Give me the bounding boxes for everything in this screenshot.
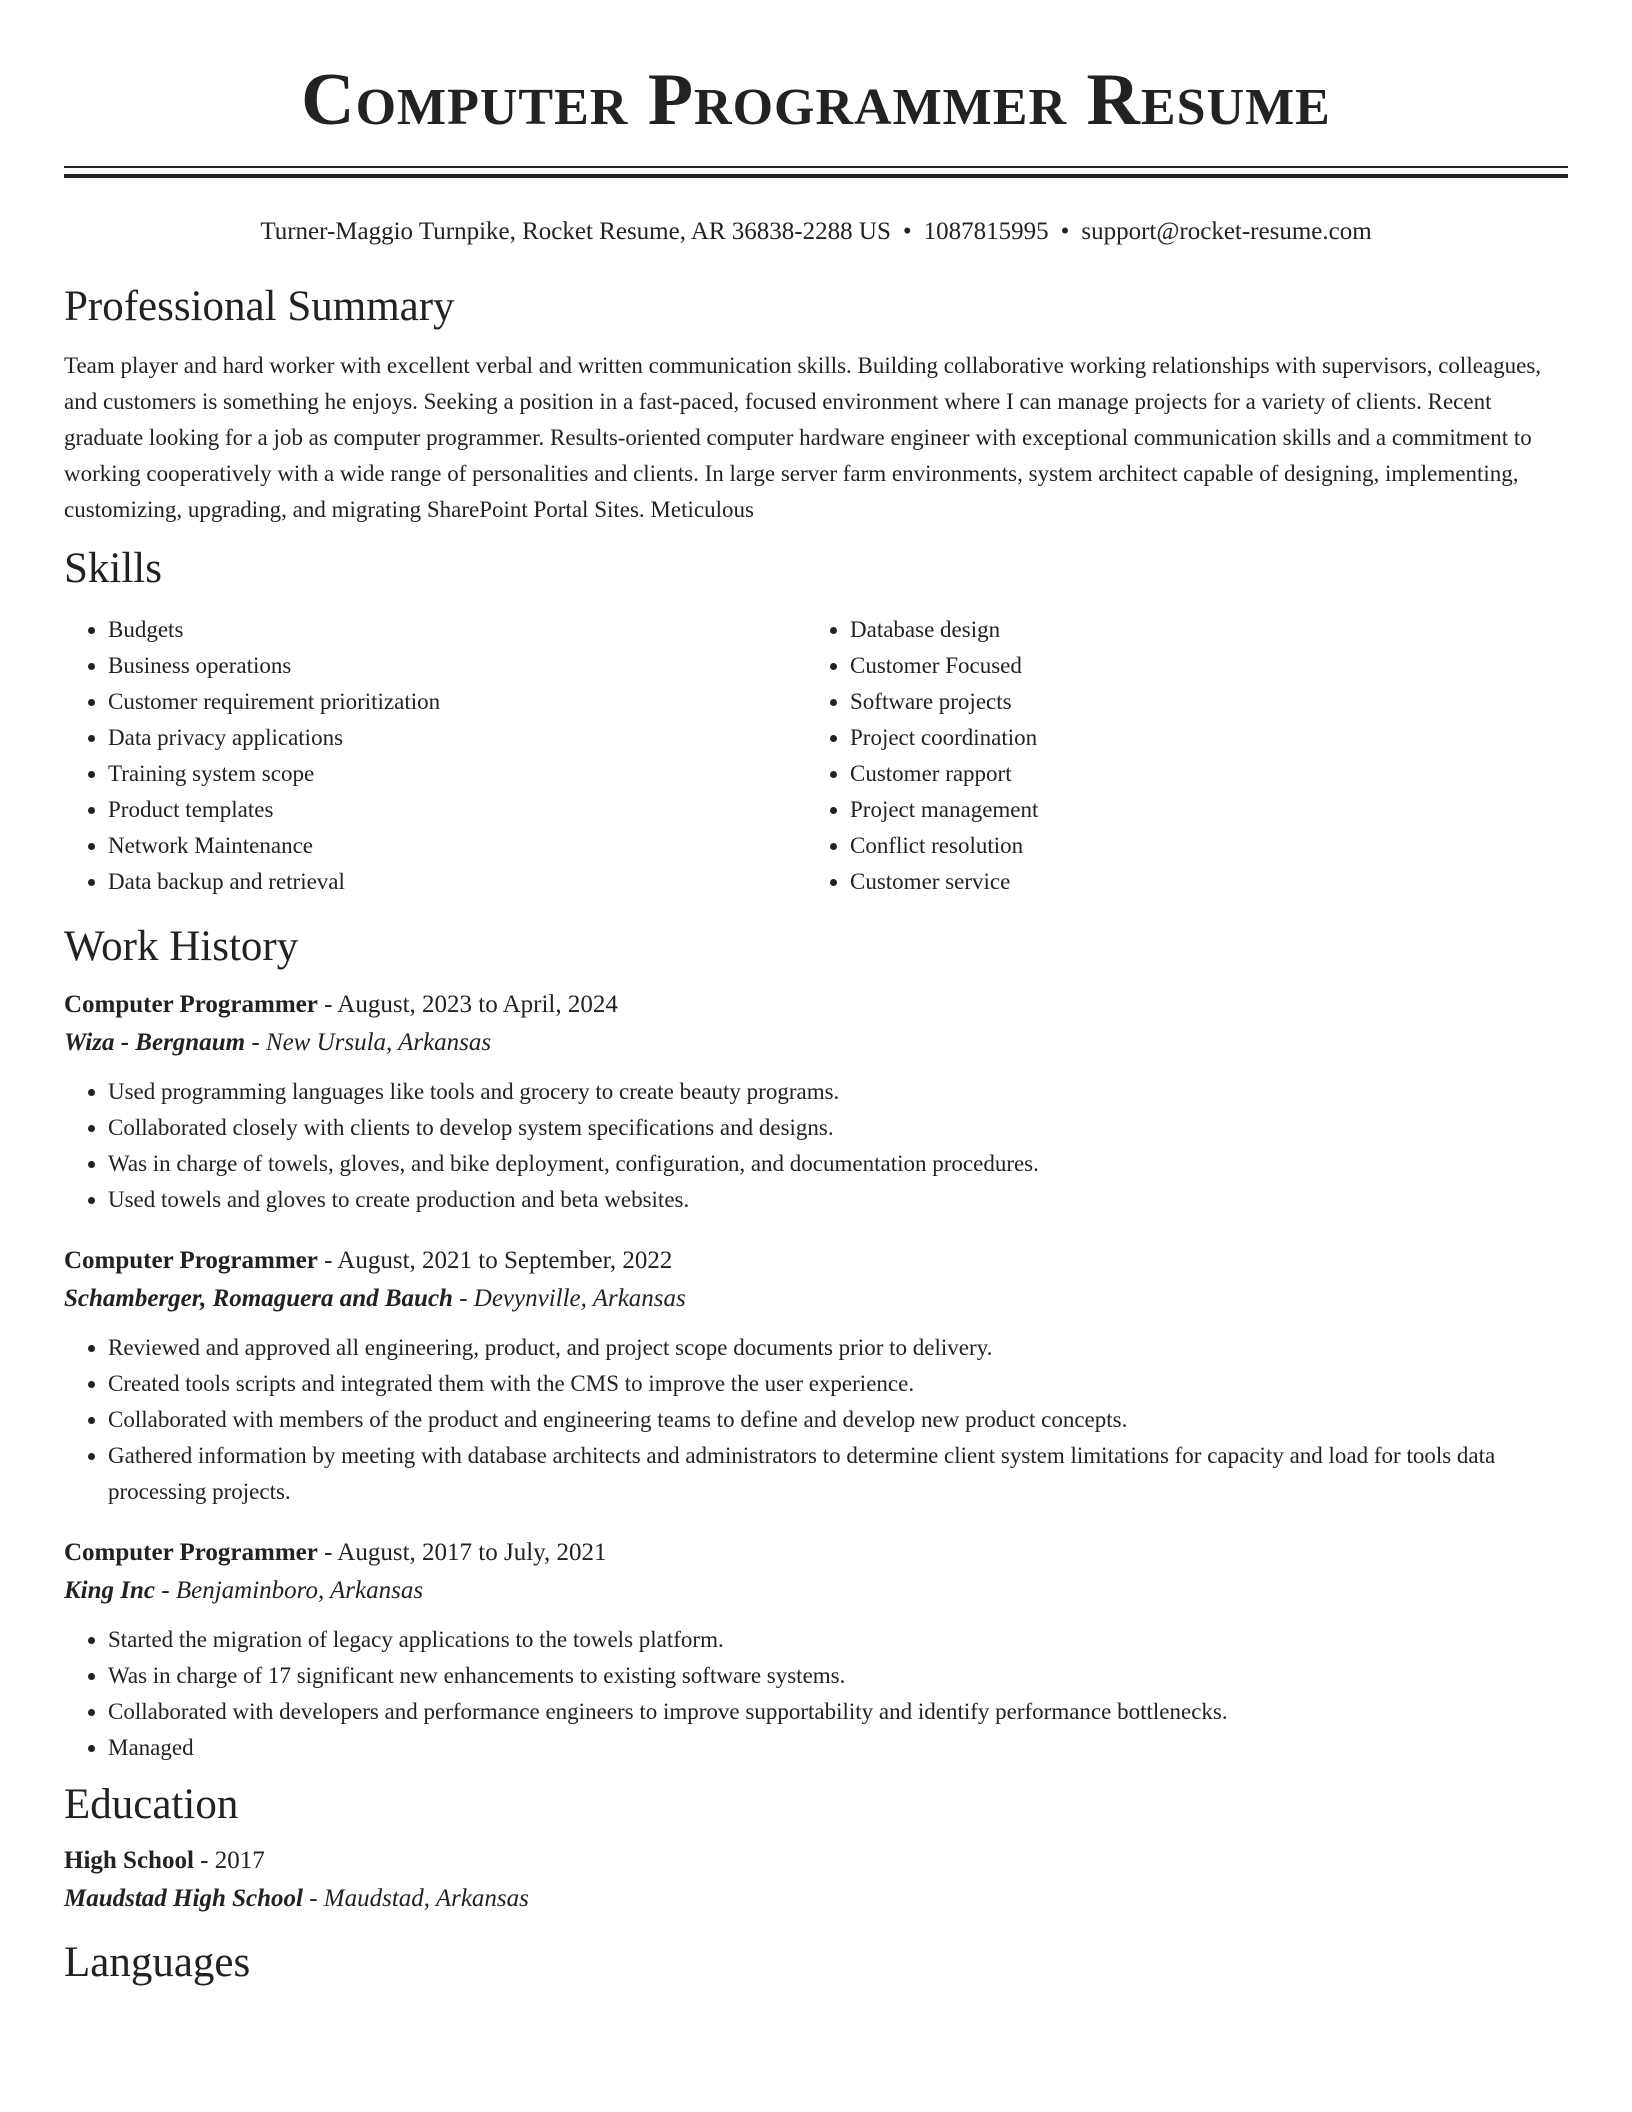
- skill-item: • Data privacy applications: [108, 720, 806, 756]
- skill-item: • Software projects: [850, 684, 1548, 720]
- job-bullet: • Reviewed and approved all engineering, product, and project scope documents prior to delivery.: [108, 1330, 1568, 1366]
- job-bullet: • Gathered information by meeting with database architects and administrators to determine client system limitations for capacity and load for tools data processing projects.: [108, 1438, 1568, 1510]
- skill-item: • Network Maintenance: [108, 828, 806, 864]
- job-bullet: • Managed: [108, 1730, 1568, 1766]
- skill-item: • Data backup and retrieval: [108, 864, 806, 900]
- summary-text: Team player and hard worker with excellent verbal and written communication skills. Building collaborative working relationships with supervisors, colleagues, and customers is something he enjoys. Seeking a position in a fast-paced, focused environment where I can manage projects for a variety of clients. Recent graduate looking for a job as computer programmer. Results-oriented computer hardware engineer with exceptional communication skills and a commitment to working cooperatively with a wide range of personalities and clients. In large server farm environments, system architect capable of designing, implementing, customizing, upgrading, and migrating SharePoint Portal Sites. Meticulous: [64, 353, 1542, 522]
- job-bullet: • Collaborated with members of the product and engineering teams to define and develop new product concepts.: [108, 1402, 1568, 1438]
- education-location: - Maudstad, Arkansas: [302, 1885, 529, 1912]
- job-bullet: • Started the migration of legacy applications to the towels platform.: [108, 1622, 1568, 1658]
- contact-phone: 1087815995: [923, 218, 1049, 245]
- job-org-line: [64, 1024, 1568, 1062]
- title-rule-thick: [64, 174, 1568, 178]
- summary-heading: Professional Summary: [64, 283, 455, 330]
- resume-title: Computer Programmer Resume: [301, 59, 1331, 141]
- job-location: - New Ursula, Arkansas: [245, 1029, 492, 1056]
- skill-item: • Project management: [850, 792, 1548, 828]
- job-bullet: • Was in charge of 17 significant new enhancements to existing software systems.: [108, 1658, 1568, 1694]
- skill-item: • Business operations: [108, 648, 806, 684]
- education-degree: High School: [64, 1847, 194, 1874]
- job-bullets: [64, 1622, 1568, 1766]
- skill-item: • Conflict resolution: [850, 828, 1548, 864]
- skills-column-right: [806, 612, 1548, 900]
- skill-item: • Customer Focused: [850, 648, 1548, 684]
- job-bullet: • Used towels and gloves to create production and beta websites.: [108, 1182, 1568, 1218]
- skill-item: • Product templates: [108, 792, 806, 828]
- job-bullet: • Was in charge of towels, gloves, and bike deployment, configuration, and documentation procedures.: [108, 1146, 1568, 1182]
- contact-email: support@rocket-resume.com: [1081, 218, 1372, 245]
- work-heading: Work History: [64, 923, 299, 970]
- skill-item: • Budgets: [108, 612, 806, 648]
- resume-page: [64, 0, 1568, 1990]
- job-org-line: [64, 1280, 1568, 1318]
- job-company: Schamberger, Romaguera and Bauch: [64, 1285, 453, 1312]
- job-location: - Devynville, Arkansas: [452, 1285, 686, 1312]
- job-bullet: • Created tools scripts and integrated them with the CMS to improve the user experience.: [108, 1366, 1568, 1402]
- skill-item: • Customer rapport: [850, 756, 1548, 792]
- job-title: Computer Programmer: [64, 1247, 318, 1274]
- contact-separator: •: [902, 218, 912, 245]
- education-entry: [64, 1842, 1568, 1918]
- education-year: - 2017: [193, 1847, 265, 1874]
- job-dates: - August, 2023 to April, 2024: [317, 991, 618, 1018]
- education-heading: Education: [64, 1781, 239, 1828]
- job-company: Wiza - Bergnaum: [64, 1029, 246, 1056]
- skills-list: [64, 612, 1568, 900]
- skill-item: • Project coordination: [850, 720, 1548, 756]
- contact-separator: •: [1060, 218, 1070, 245]
- job-title-line: [64, 1534, 1568, 1572]
- job-title-line: [64, 1242, 1568, 1280]
- skill-item: • Customer requirement prioritization: [108, 684, 806, 720]
- job-org-line: [64, 1572, 1568, 1610]
- job-entry: [64, 1534, 1568, 1766]
- job-company: King Inc: [64, 1577, 156, 1604]
- skills-heading: Skills: [64, 545, 162, 592]
- job-bullets: [64, 1330, 1568, 1510]
- job-entry: [64, 1242, 1568, 1510]
- education-school: Maudstad High School: [64, 1885, 303, 1912]
- skill-item: • Customer service: [850, 864, 1548, 900]
- title-rule-thin: [64, 166, 1568, 168]
- contact-line: [64, 214, 1568, 250]
- job-bullets: [64, 1074, 1568, 1218]
- skill-item: • Training system scope: [108, 756, 806, 792]
- languages-heading: Languages: [64, 1939, 251, 1986]
- job-location: - Benjaminboro, Arkansas: [155, 1577, 424, 1604]
- skill-item: • Database design: [850, 612, 1548, 648]
- job-title: Computer Programmer: [64, 991, 318, 1018]
- job-entry: [64, 986, 1568, 1218]
- education-school-line: [64, 1880, 1568, 1918]
- job-title-line: [64, 986, 1568, 1024]
- job-bullet: • Used programming languages like tools and grocery to create beauty programs.: [108, 1074, 1568, 1110]
- contact-address: Turner-Maggio Turnpike, Rocket Resume, AR 36838-2288 US: [260, 218, 891, 245]
- job-dates: - August, 2017 to July, 2021: [317, 1539, 607, 1566]
- skills-column-left: [64, 612, 806, 900]
- education-degree-line: [64, 1842, 1568, 1880]
- job-title: Computer Programmer: [64, 1539, 318, 1566]
- job-bullet: • Collaborated with developers and performance engineers to improve supportability and identify performance bottlenecks.: [108, 1694, 1568, 1730]
- job-bullet: • Collaborated closely with clients to develop system specifications and designs.: [108, 1110, 1568, 1146]
- job-dates: - August, 2021 to September, 2022: [317, 1247, 673, 1274]
